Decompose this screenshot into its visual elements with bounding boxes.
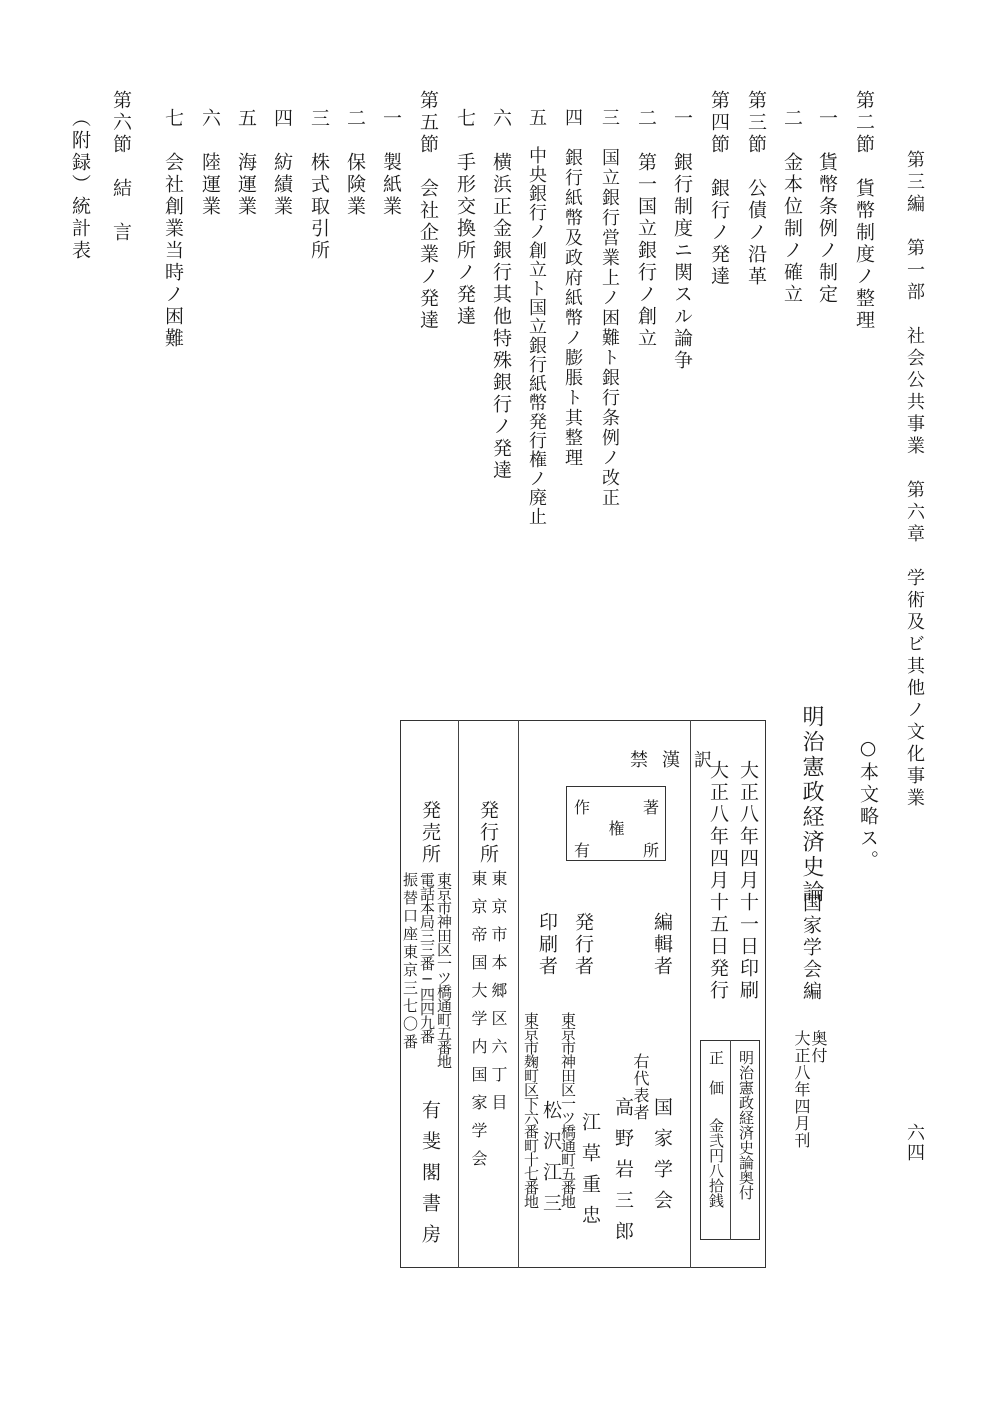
seller-label: 発売所	[419, 800, 441, 866]
page-number: 六四	[904, 1123, 925, 1163]
toc-entry: 六 横浜正金銀行其他特殊銀行ノ発達	[490, 108, 512, 482]
stamp-char: 作	[574, 798, 592, 817]
translation-prohibition: 禁漢訳	[630, 750, 726, 771]
book-title: 明治憲政経済史論	[799, 705, 824, 905]
toc-entry: 四 紡績業	[271, 108, 293, 218]
toc-entry: 五 中央銀行ノ創立ト国立銀行紙幣発行権ノ廃止	[526, 108, 547, 526]
running-title: 第三編 第一部 社会公共事業 第六章 学術及ビ其他ノ文化事業	[904, 150, 925, 810]
toc-entry: 二 保険業	[344, 108, 366, 218]
toc-entry: 一 貨幣条例ノ制定	[816, 108, 838, 306]
copyright-stamp-row	[574, 838, 660, 861]
divider	[458, 720, 459, 1268]
toc-entry: 一 銀行制度ニ関スル論争	[671, 108, 693, 372]
toc-entry: 第二節 貨幣制度ノ整理	[853, 90, 875, 332]
toc-entry: 第三節 公債ノ沿革	[745, 90, 767, 288]
stamp-char: 有	[574, 841, 592, 860]
seller-address: 東京市神田区一ツ橋通町五番地	[435, 872, 453, 1068]
colophon-title-box: 明治憲政経済史論奥付	[737, 1050, 755, 1200]
toc-entry: 七 手形交換所ノ発達	[454, 108, 476, 328]
editor-label: 編輯者	[651, 912, 673, 978]
printer-label: 印刷者	[536, 912, 558, 978]
toc-entry: 第五節 会社企業ノ発達	[417, 90, 439, 332]
seller-account: 振替口座東京三七〇番	[401, 872, 419, 1052]
divider	[518, 720, 519, 1268]
stamp-char: 所	[642, 841, 660, 860]
toc-entry: 第四節 銀行ノ発達	[708, 90, 730, 288]
stamp-char: 著	[642, 798, 660, 817]
toc-entry: 三 株式取引所	[308, 108, 330, 262]
toc-entry: 第六節 結 言	[110, 90, 132, 244]
printer: 松沢江三	[540, 1100, 562, 1224]
seller: 有斐閣書房	[419, 1100, 441, 1255]
printer-address: 東京市麹町区下六番町十七番地	[522, 1012, 540, 1208]
printed-date: 大正八年四月十一日印刷	[737, 760, 759, 1002]
price: 金弐円八拾銭	[707, 1118, 725, 1208]
colophon-label: 奥付	[809, 1030, 828, 1064]
toc-entry: 六 陸運業	[199, 108, 221, 218]
publisher-address: 東京市神田区一ツ橋通町五番地	[559, 1012, 577, 1208]
price-label: 正 価	[707, 1050, 725, 1095]
omission-note: ○本文略ス。	[857, 737, 879, 872]
toc-entry: （附録）統計表	[69, 108, 91, 262]
representative-label: 右代表者	[631, 1053, 650, 1121]
toc-entry: 四 銀行紙幣及政府紙幣ノ膨脹ト其整理	[562, 108, 583, 468]
toc-entry: 七 会社創業当時ノ困難	[162, 108, 184, 350]
issuer-label: 発行所	[477, 800, 499, 866]
editor: 国家学会	[651, 1097, 673, 1221]
colophon-date: 大正八年四月刊	[792, 1030, 811, 1149]
copyright-stamp-row: 権	[608, 819, 626, 838]
toc-entry: 一 製紙業	[380, 108, 402, 218]
editor-credit: 国家学会編	[800, 893, 822, 1003]
publisher-label: 発行者	[572, 912, 594, 978]
toc-entry: 二 第一国立銀行ノ創立	[635, 108, 657, 350]
toc-entry: 三 国立銀行営業上ノ困難ト銀行条例ノ改正	[599, 108, 620, 508]
toc-entry: 五 海運業	[235, 108, 257, 218]
toc-entry: 二 金本位制ノ確立	[781, 108, 803, 306]
divider	[690, 720, 691, 1268]
seller-phone: 電話本局三三番─四四九番	[418, 872, 436, 1043]
published-date: 大正八年四月十五日発行	[707, 760, 729, 1002]
issuer: 東京帝国大学内国家学会	[469, 870, 488, 1178]
publisher: 江草重忠	[579, 1112, 601, 1236]
divider	[730, 1040, 731, 1240]
representative: 高野岩三郎	[612, 1097, 634, 1252]
issuer-address: 東京市本郷区六丁目	[489, 870, 508, 1122]
copyright-stamp-row	[574, 795, 660, 818]
